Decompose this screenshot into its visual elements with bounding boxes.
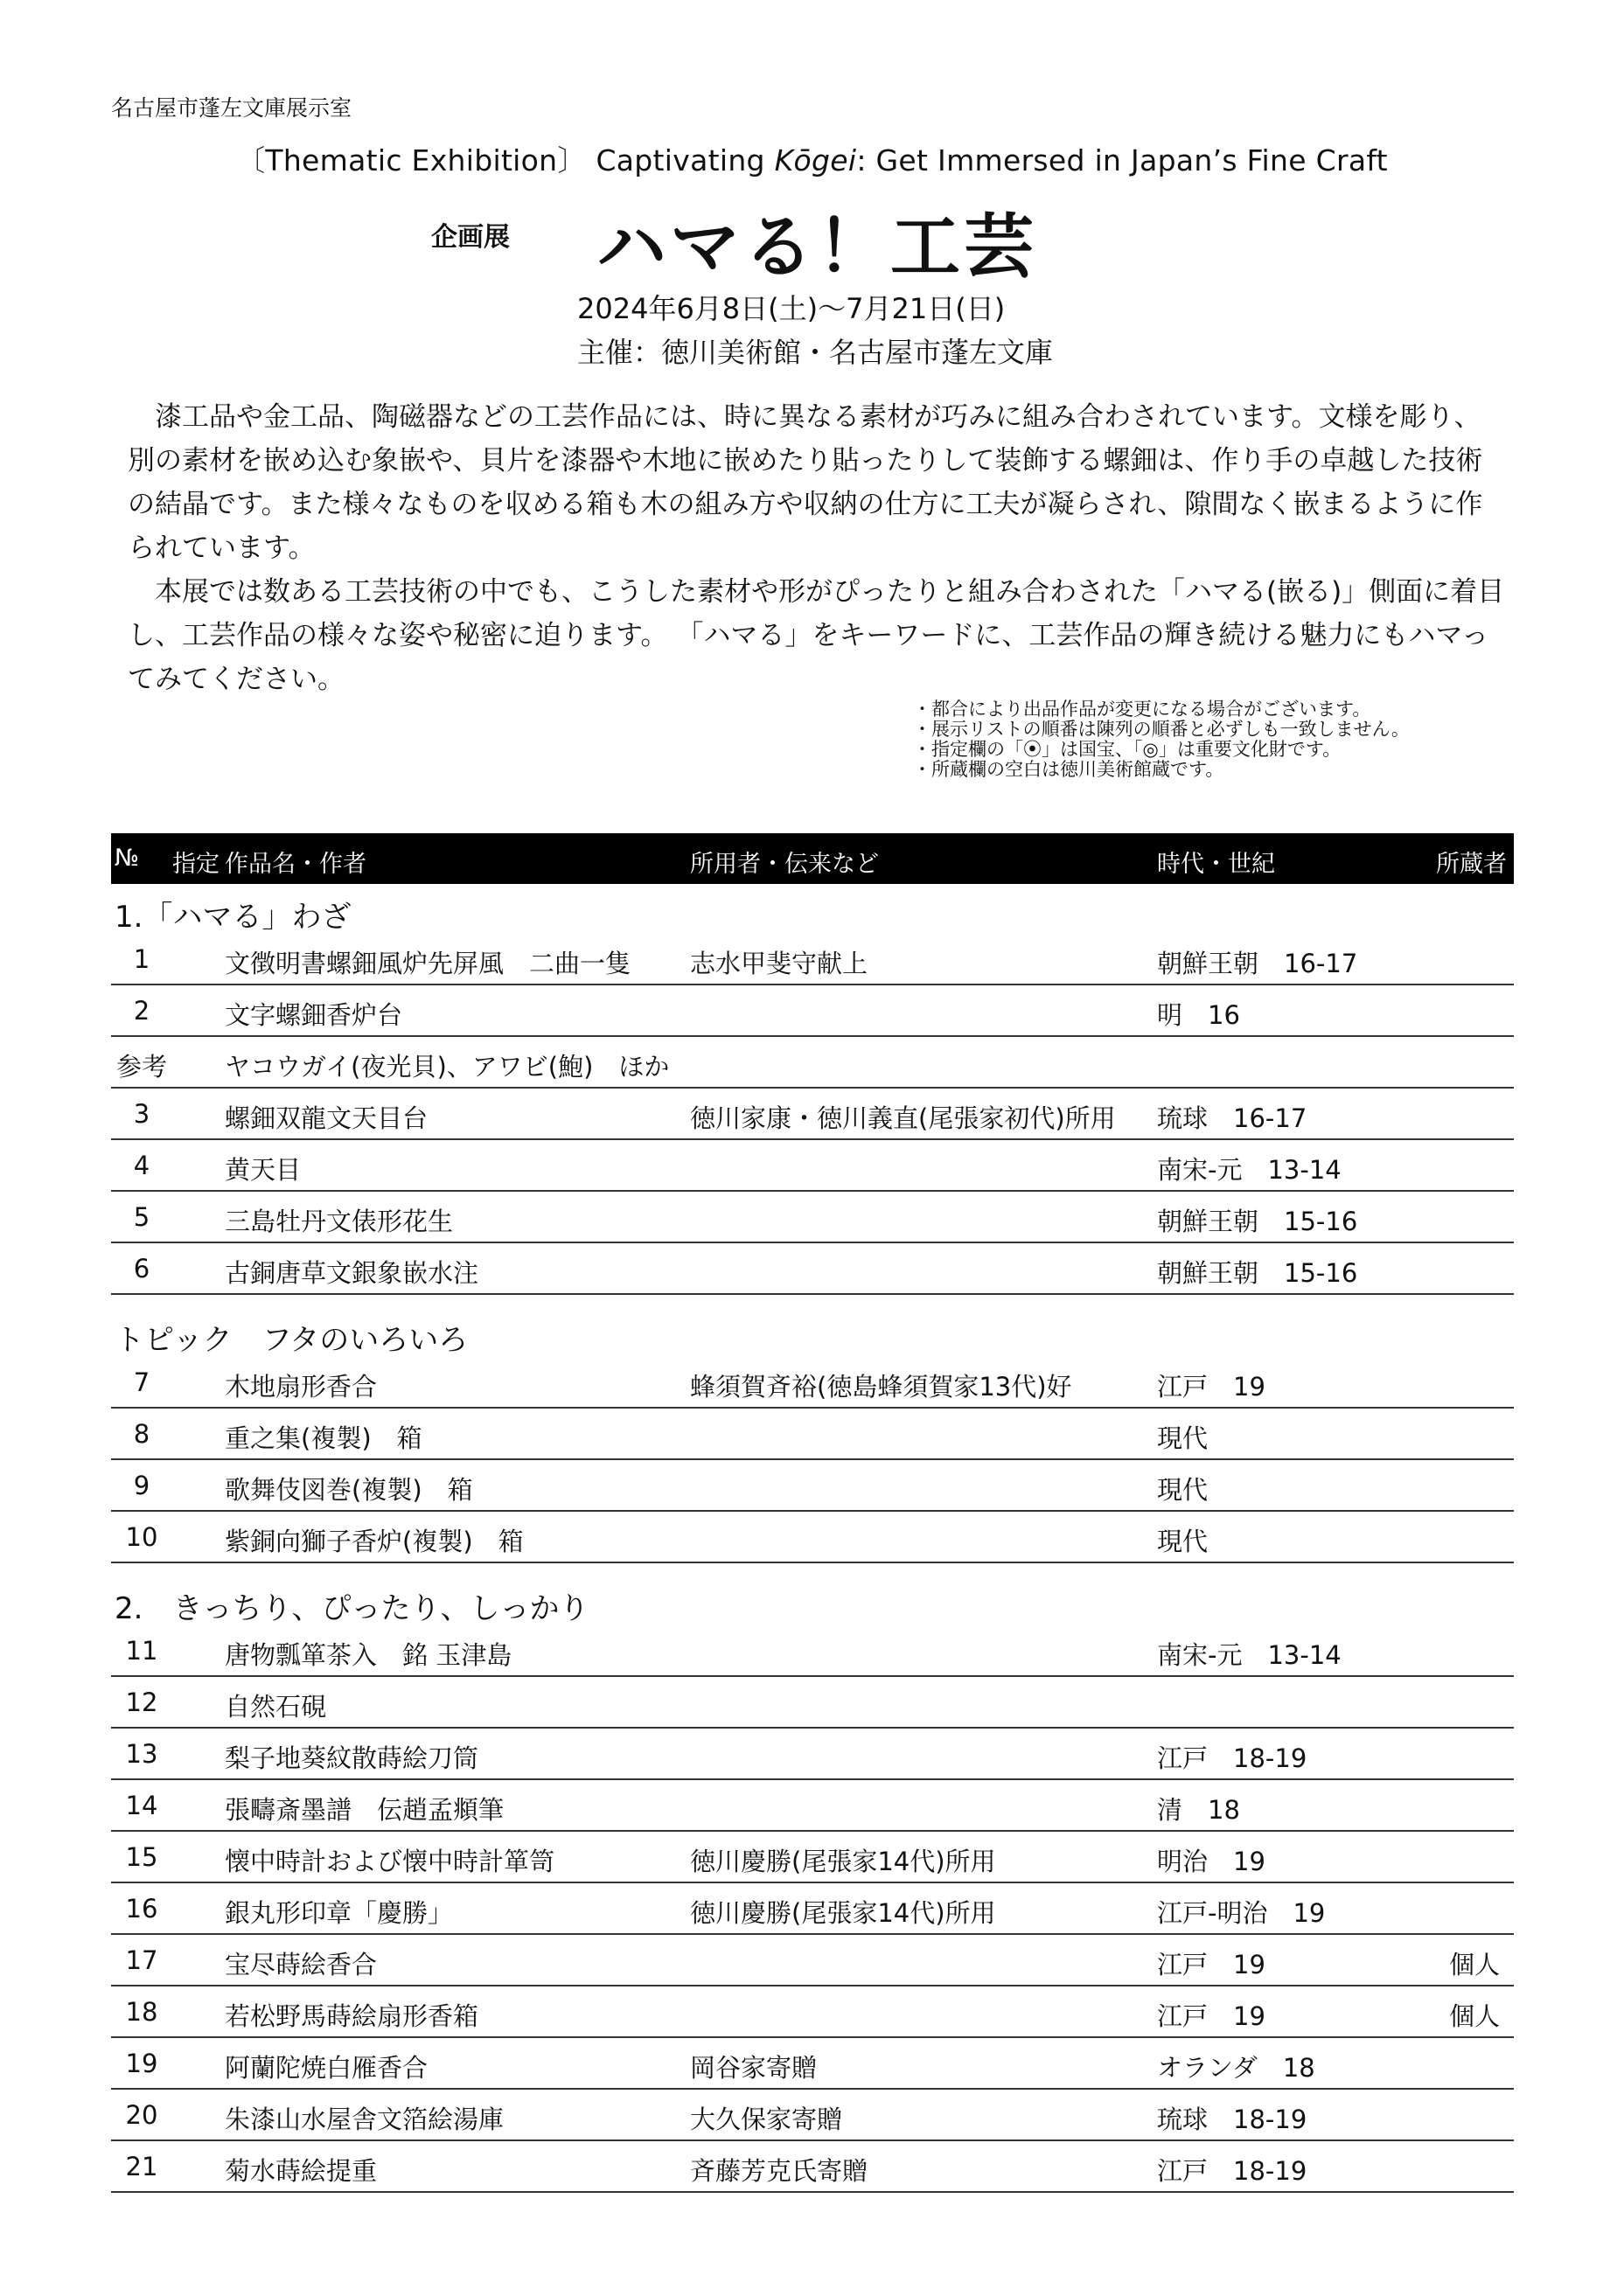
cell-no: 6 (133, 1254, 150, 1284)
section-title-text: 2. きっちり、ぴったり、しっかり (115, 1591, 589, 1626)
cell-period: 江戸 18-19 (1157, 1743, 1307, 1773)
cell-owner: 徳川慶勝(尾張家14代)所用 (690, 1898, 996, 1928)
header-designation: 指定 (172, 851, 220, 878)
table-row (111, 1409, 1514, 1460)
cell-no: 16 (125, 1894, 158, 1924)
cell-name: 黄天目 (225, 1155, 302, 1185)
cell-name: 朱漆山水屋舎文箔絵湯庫 (225, 2105, 505, 2134)
table-row (111, 985, 1514, 1037)
cell-name: 重之集(複製) 箱 (225, 1423, 422, 1453)
table-row (111, 1677, 1514, 1729)
note-item: ・都合により出品作品が変更になる場合がございます。 (913, 699, 1371, 720)
cell-owner: 徳川慶勝(尾張家14代)所用 (690, 1847, 996, 1876)
cell-period: 琉球 18-19 (1157, 2105, 1307, 2134)
section-title (111, 1307, 1514, 1357)
cell-owner: 蜂須賀斉裕(徳島蜂須賀家13代)好 (690, 1372, 1072, 1402)
notes (913, 699, 1410, 780)
cell-no: 17 (125, 1945, 158, 1975)
intro-paragraph-2: 本展では数ある工芸技術の中でも、こうした素材や形がぴったりと組み合わされた「ハマる(嵌る)」側面に着目し、工芸作品の様々な姿や秘密に迫ります。 「ハマる」をキーワードに、工芸作品の輝き続ける魅力にもハマってみてください。 (128, 576, 1505, 695)
cell-no: 参考 (115, 1052, 167, 1082)
english-title-post: : Get Immersed in Japan’s Fine Craft (856, 143, 1388, 177)
cell-period: 現代 (1157, 1475, 1209, 1505)
cell-no: 11 (125, 1636, 158, 1666)
cell-name: 螺鈿双龍文天目台 (225, 1103, 429, 1133)
cell-name: 三島牡丹文俵形花生 (225, 1207, 454, 1236)
cell-no: 7 (133, 1367, 150, 1397)
cell-name: 文字螺鈿香炉台 (225, 1000, 403, 1030)
organizer: 主催：徳川美術館・名古屋市蓬左文庫 (577, 336, 1054, 369)
table-row (111, 1037, 1514, 1089)
cell-name: 唐物瓢箪茶入 銘 玉津島 (225, 1640, 512, 1670)
table-row (111, 1460, 1514, 1512)
cell-name: 懐中時計および懐中時計箪笥 (225, 1847, 555, 1876)
cell-no: 13 (125, 1739, 158, 1769)
section-title-text: 1.「ハマる」わざ (115, 900, 352, 935)
cell-no: 20 (125, 2100, 158, 2130)
cell-no: 1 (133, 944, 150, 974)
intro-paragraph-1: 漆工品や金工品、陶磁器などの工芸作品には、時に異なる素材が巧みに組み合わされています。文様を彫り、別の素材を嵌め込む象嵌や、貝片を漆器や木地に嵌めたり貼ったりして装飾する螺鈿は、作り手の卓越した技術の結晶です。また様々なものを収める箱も木の組み方や収納の仕方に工夫が凝らされ、隙間なく嵌まるように作られています。 (128, 401, 1483, 564)
english-title-pre: 〔Thematic Exhibition〕 Captivating (236, 143, 775, 177)
cell-no: 15 (125, 1842, 158, 1872)
section-gap (111, 1563, 1514, 1576)
cell-name: 文徴明書螺鈿風炉先屏風 二曲一隻 (225, 949, 631, 978)
cell-name: 歌舞伎図巻(複製) 箱 (225, 1475, 473, 1505)
cell-period: 朝鮮王朝 15-16 (1157, 1258, 1358, 1288)
cell-period: 朝鮮王朝 16-17 (1157, 949, 1358, 978)
note-item: ・指定欄の「⦿」は国宝、「◎」は重要文化財です。 (913, 739, 1342, 760)
table-row (111, 1729, 1514, 1780)
cell-no: 21 (125, 2152, 158, 2181)
note-item: ・展示リストの順番は陳列の順番と必ずしも一致しません。 (913, 719, 1410, 740)
cell-owner: 岡谷家寄贈 (690, 2053, 818, 2083)
table-row (111, 1935, 1514, 1986)
cell-name: ヤコウガイ(夜光貝)、アワビ(鮑) ほか (225, 1052, 670, 1082)
table-row (111, 1089, 1514, 1140)
english-title (0, 138, 1624, 179)
cell-period: 現代 (1157, 1527, 1209, 1556)
cell-period: 江戸 19 (1157, 2001, 1265, 2031)
cell-period: オランダ 18 (1157, 2053, 1315, 2083)
cell-name: 自然石硯 (225, 1692, 327, 1722)
japanese-heading (0, 191, 1624, 288)
table-row (111, 2090, 1514, 2141)
cell-name: 張疇斎墨譜 伝趙孟頫筆 (225, 1795, 505, 1825)
cell-period: 江戸 18-19 (1157, 2156, 1307, 2186)
header-no: № (115, 845, 140, 872)
introduction (128, 395, 1506, 701)
exhibition-type-label: 企画展 (431, 222, 510, 253)
cell-period: 明治 19 (1157, 1847, 1265, 1876)
header-owner: 所用者・伝来など (690, 851, 879, 878)
table-row (111, 2038, 1514, 2090)
cell-name: 若松野馬蒔絵扇形香箱 (225, 2001, 479, 2031)
cell-owner: 斉藤芳克氏寄贈 (690, 2156, 868, 2186)
cell-no: 5 (133, 1202, 150, 1232)
cell-period: 南宋-元 13-14 (1157, 1640, 1342, 1670)
cell-period: 現代 (1157, 1423, 1209, 1453)
cell-name: 紫銅向獅子香炉(複製) 箱 (225, 1527, 524, 1556)
cell-owner: 志水甲斐守献上 (690, 949, 868, 978)
cell-name: 宝尽蒔絵香合 (225, 1950, 378, 1979)
exhibition-dates: 2024年6月8日(土)～7月21日(日) (577, 292, 1006, 325)
cell-collection: 個人 (1449, 1950, 1501, 1979)
table-row (111, 934, 1514, 985)
cell-collection: 個人 (1449, 2001, 1501, 2031)
cell-owner: 徳川家康・徳川義直(尾張家初代)所用 (690, 1103, 1116, 1133)
cell-period: 江戸 19 (1157, 1950, 1265, 1979)
cell-no: 14 (125, 1791, 158, 1820)
note-item: ・所蔵欄の空白は徳川美術館蔵です。 (913, 759, 1224, 780)
section-title-text: トピック フタのいろいろ (115, 1323, 469, 1358)
table-row (111, 1357, 1514, 1409)
cell-period: 清 18 (1157, 1795, 1240, 1825)
cell-name: 阿蘭陀焼白雁香合 (225, 2053, 429, 2083)
cell-period: 江戸-明治 19 (1157, 1898, 1326, 1928)
cell-no: 4 (133, 1151, 150, 1180)
cell-period: 琉球 16-17 (1157, 1103, 1307, 1133)
cell-period: 江戸 19 (1157, 1372, 1265, 1402)
exhibit-list-table (111, 833, 1514, 2193)
table-body (111, 884, 1514, 2193)
header-period: 時代・世紀 (1157, 851, 1275, 878)
table-row (111, 1832, 1514, 1883)
header-collection: 所蔵者 (1436, 851, 1507, 878)
cell-owner: 大久保家寄贈 (690, 2105, 843, 2134)
cell-name: 梨子地葵紋散蒔絵刀筒 (225, 1743, 479, 1773)
table-row (111, 1140, 1514, 1192)
cell-no: 9 (133, 1471, 150, 1500)
cell-period: 朝鮮王朝 15-16 (1157, 1207, 1358, 1236)
cell-no: 3 (133, 1099, 150, 1129)
cell-no: 2 (133, 996, 150, 1026)
cell-no: 12 (125, 1687, 158, 1717)
english-title-italic: Kōgei (774, 143, 857, 177)
cell-no: 19 (125, 2049, 158, 2078)
exhibition-title: ハマる！工芸 (596, 205, 1037, 288)
cell-period: 明 16 (1157, 1000, 1240, 1030)
cell-name: 古銅唐草文銀象嵌水注 (225, 1258, 479, 1288)
table-row (111, 1780, 1514, 1832)
cell-period: 南宋-元 13-14 (1157, 1155, 1342, 1185)
table-row (111, 1243, 1514, 1295)
section-gap (111, 1295, 1514, 1307)
table-row (111, 1192, 1514, 1243)
cell-no: 8 (133, 1419, 150, 1449)
cell-no: 10 (125, 1522, 158, 1552)
section-title (111, 884, 1514, 934)
cell-no: 18 (125, 1997, 158, 2027)
table-row (111, 1625, 1514, 1677)
table-row (111, 1986, 1514, 2038)
venue-label: 名古屋市蓬左文庫展示室 (111, 95, 352, 121)
table-row (111, 2141, 1514, 2193)
table-row (111, 1512, 1514, 1563)
cell-name: 菊水蒔絵提重 (225, 2156, 378, 2186)
header-name: 作品名・作者 (225, 851, 366, 878)
table-header (111, 833, 1514, 884)
cell-name: 木地扇形香合 (225, 1372, 378, 1402)
table-row (111, 1883, 1514, 1935)
cell-name: 銀丸形印章「慶勝」 (225, 1898, 454, 1928)
section-title (111, 1576, 1514, 1625)
